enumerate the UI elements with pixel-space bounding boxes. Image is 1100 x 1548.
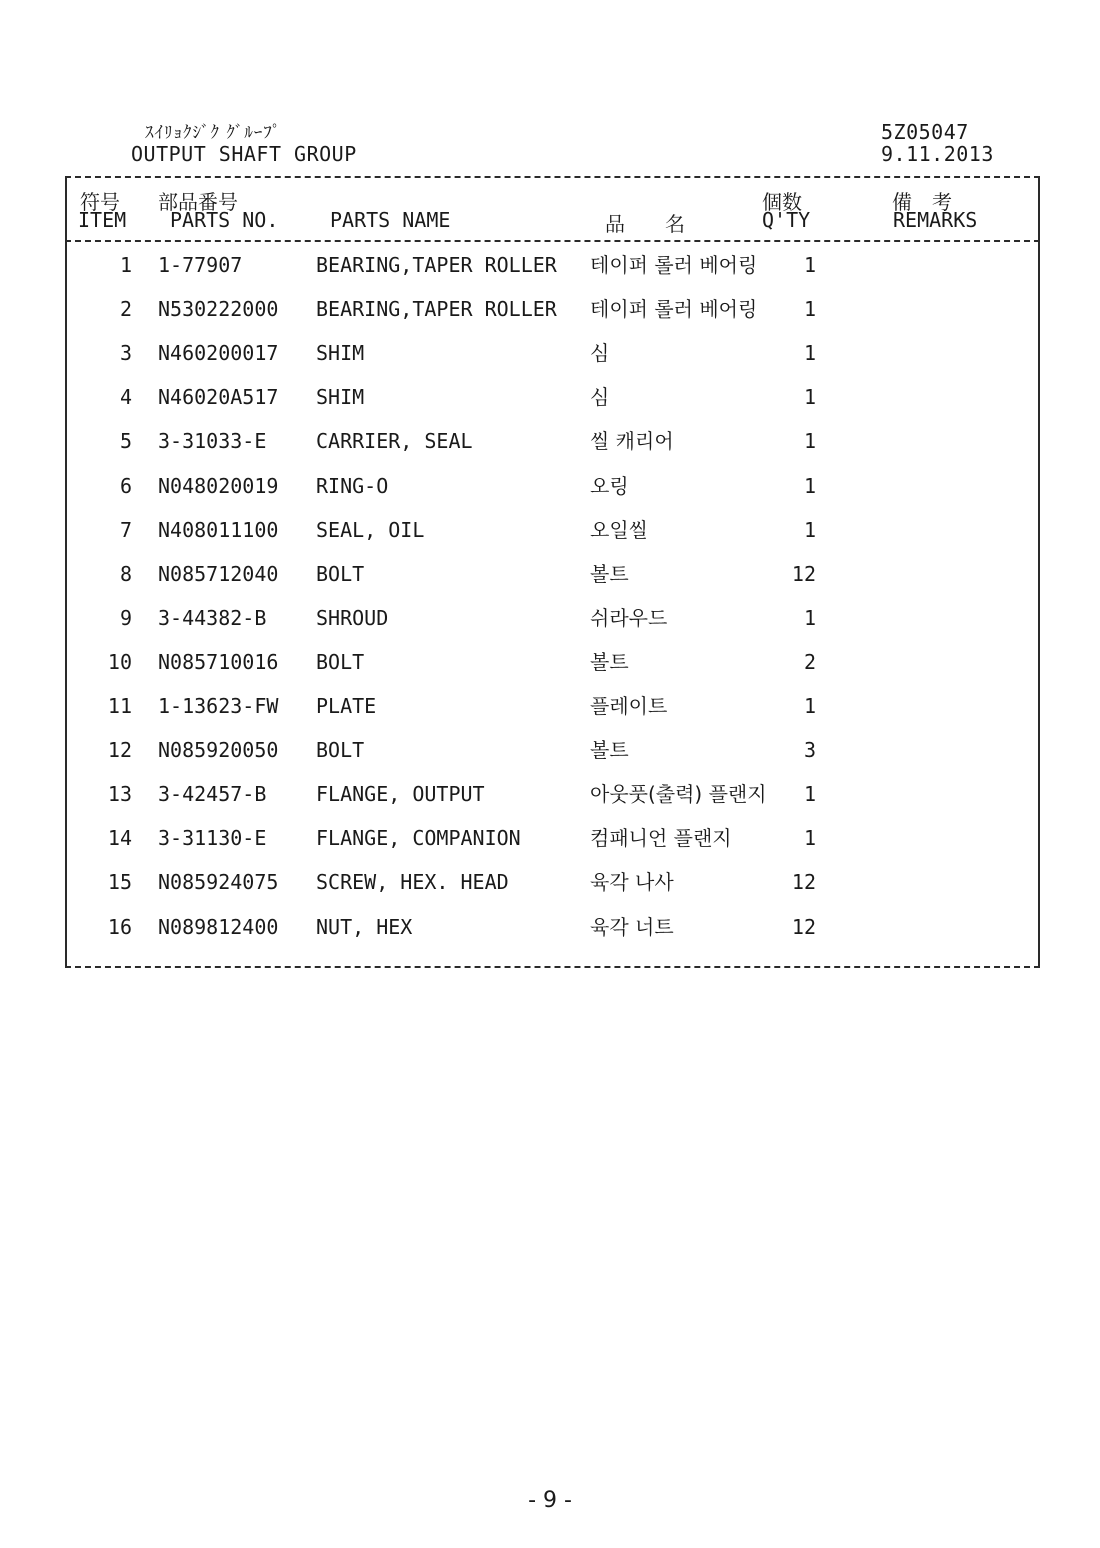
parts-number: 3-44382-B xyxy=(158,606,267,630)
item-number: 8 xyxy=(119,562,132,586)
parts-name-korean: 심 xyxy=(590,385,610,409)
parts-number: N46020A517 xyxy=(158,385,279,409)
document-date: 9.11.2013 xyxy=(881,142,994,166)
item-number: 5 xyxy=(119,429,132,453)
parts-name-korean: 씰 캐리어 xyxy=(590,429,674,453)
column-header-remarks: REMARKS xyxy=(893,208,978,232)
parts-name-korean: 쉬라우드 xyxy=(590,606,668,630)
quantity: 1 xyxy=(803,606,816,630)
parts-number: N089812400 xyxy=(158,915,279,939)
parts-name: FLANGE, OUTPUT xyxy=(316,782,485,806)
parts-name-korean: 오링 xyxy=(590,474,629,498)
parts-name: RING-O xyxy=(316,474,389,498)
item-number: 9 xyxy=(119,606,132,630)
item-number: 6 xyxy=(119,474,132,498)
item-number: 4 xyxy=(119,385,132,409)
parts-name: BOLT xyxy=(316,738,365,762)
quantity: 1 xyxy=(803,385,816,409)
parts-name-korean: 오일씰 xyxy=(590,518,648,542)
column-header-qty-jp: 個数 xyxy=(762,190,802,214)
parts-name: SHIM xyxy=(316,385,365,409)
parts-name: NUT, HEX xyxy=(316,915,413,939)
quantity: 1 xyxy=(803,297,816,321)
parts-number: N085920050 xyxy=(158,738,279,762)
parts-name-korean: 볼트 xyxy=(590,562,629,586)
column-header-parts-no: PARTS NO. xyxy=(170,208,279,232)
item-number: 14 xyxy=(107,826,132,850)
parts-name: BEARING,TAPER ROLLER xyxy=(316,297,557,321)
parts-name-korean: 컴패니언 플랜지 xyxy=(590,826,732,850)
item-number: 7 xyxy=(119,518,132,542)
quantity: 12 xyxy=(791,562,816,586)
parts-number: N408011100 xyxy=(158,518,279,542)
parts-number: N460200017 xyxy=(158,341,279,365)
parts-name: BOLT xyxy=(316,562,365,586)
column-header-item: ITEM xyxy=(78,208,127,232)
table-left-border xyxy=(65,176,67,968)
column-header-qty: Q'TY xyxy=(762,208,811,232)
column-header-remarks-jp: 備 考 xyxy=(892,190,952,214)
quantity: 1 xyxy=(803,694,816,718)
quantity: 1 xyxy=(803,474,816,498)
column-header-parts-name: PARTS NAME xyxy=(330,208,451,232)
item-number: 13 xyxy=(107,782,132,806)
quantity: 12 xyxy=(791,915,816,939)
group-title: OUTPUT SHAFT GROUP xyxy=(131,142,357,166)
parts-number: 3-31033-E xyxy=(158,429,267,453)
document-code: 5Z05047 xyxy=(881,120,969,144)
parts-name-korean: 아웃풋(출력) 플랜지 xyxy=(590,782,767,806)
table-bottom-border xyxy=(65,966,1040,968)
item-number: 10 xyxy=(107,650,132,674)
parts-name-korean: 육각 너트 xyxy=(590,915,674,939)
parts-number: N085712040 xyxy=(158,562,279,586)
quantity: 1 xyxy=(803,826,816,850)
quantity: 1 xyxy=(803,782,816,806)
header-bottom-border xyxy=(65,240,1040,242)
parts-name-korean: 육각 나사 xyxy=(590,870,674,894)
parts-number: 3-31130-E xyxy=(158,826,267,850)
parts-name-korean: 심 xyxy=(590,341,610,365)
group-title-kana: ｽｲﾘｮｸｼﾞｸ ｸﾞﾙｰﾌﾟ xyxy=(145,123,282,143)
parts-name-korean: 볼트 xyxy=(590,650,629,674)
quantity: 1 xyxy=(803,341,816,365)
parts-number: N530222000 xyxy=(158,297,279,321)
quantity: 12 xyxy=(791,870,816,894)
quantity: 1 xyxy=(803,429,816,453)
parts-name: FLANGE, COMPANION xyxy=(316,826,521,850)
parts-number: 3-42457-B xyxy=(158,782,267,806)
table-right-border xyxy=(1038,176,1040,968)
column-header-parts-name-kr: 品 名 xyxy=(605,212,685,236)
item-number: 11 xyxy=(107,694,132,718)
item-number: 15 xyxy=(107,870,132,894)
parts-name: BOLT xyxy=(316,650,365,674)
parts-name: CARRIER, SEAL xyxy=(316,429,473,453)
item-number: 1 xyxy=(119,253,132,277)
quantity: 1 xyxy=(803,253,816,277)
page-number: - 9 - xyxy=(528,1488,572,1513)
parts-name-korean: 플레이트 xyxy=(590,694,668,718)
parts-number: N085924075 xyxy=(158,870,279,894)
parts-name-korean: 테이퍼 롤러 베어링 xyxy=(590,297,758,321)
column-header-item-jp: 符号 xyxy=(80,190,120,214)
item-number: 2 xyxy=(119,297,132,321)
item-number: 16 xyxy=(107,915,132,939)
parts-number: 1-13623-FW xyxy=(158,694,279,718)
parts-name-korean: 볼트 xyxy=(590,738,629,762)
quantity: 1 xyxy=(803,518,816,542)
parts-name: SHIM xyxy=(316,341,365,365)
item-number: 3 xyxy=(119,341,132,365)
parts-name: SEAL, OIL xyxy=(316,518,425,542)
parts-number: 1-77907 xyxy=(158,253,243,277)
parts-name: PLATE xyxy=(316,694,377,718)
parts-name: SHROUD xyxy=(316,606,389,630)
parts-name: SCREW, HEX. HEAD xyxy=(316,870,509,894)
parts-number: N085710016 xyxy=(158,650,279,674)
parts-name-korean: 테이퍼 롤러 베어링 xyxy=(590,253,758,277)
quantity: 2 xyxy=(803,650,816,674)
item-number: 12 xyxy=(107,738,132,762)
quantity: 3 xyxy=(803,738,816,762)
parts-number: N048020019 xyxy=(158,474,279,498)
table-top-border xyxy=(65,176,1040,178)
column-header-parts-no-jp: 部品番号 xyxy=(158,190,238,214)
parts-name: BEARING,TAPER ROLLER xyxy=(316,253,557,277)
